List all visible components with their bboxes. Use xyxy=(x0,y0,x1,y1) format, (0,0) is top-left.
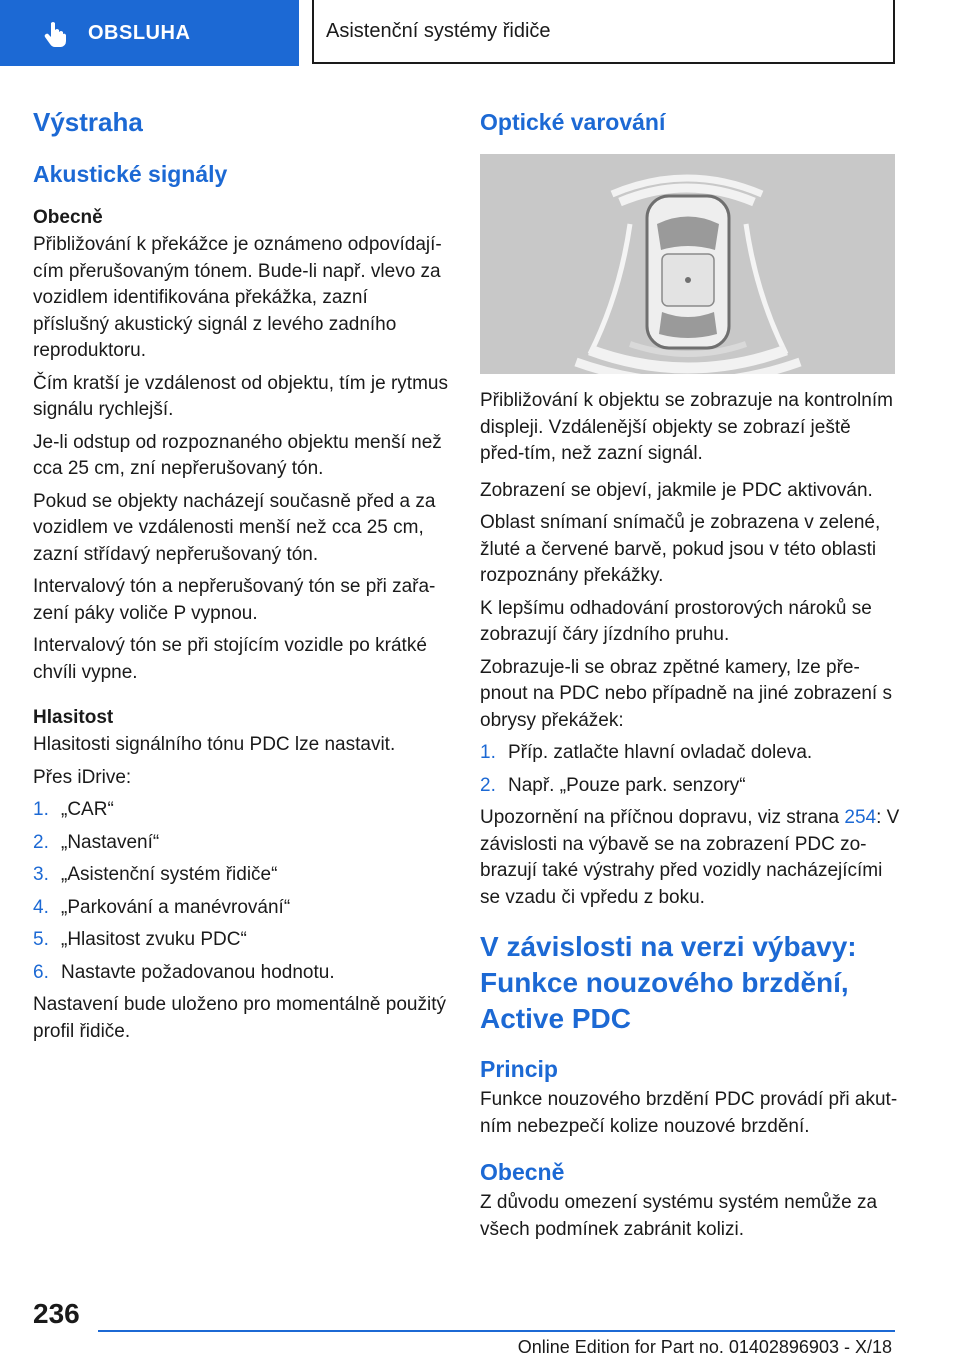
right-column xyxy=(480,98,900,1243)
left-column xyxy=(33,98,449,1045)
heading-general: Obecně xyxy=(480,1159,565,1185)
heading-general: Obecně xyxy=(33,207,103,228)
paragraph: Zobrazení se objeví, jakmile je PDC aktivován. xyxy=(480,479,873,501)
step-text: „Asistenční systém řidiče“ xyxy=(61,864,278,885)
step-text: „Hlasitost zvuku PDC“ xyxy=(61,929,247,950)
list-item xyxy=(480,773,900,800)
list-item xyxy=(33,895,449,922)
heading-principle: Princip xyxy=(480,1056,558,1082)
page-link[interactable]: 254 xyxy=(844,807,877,828)
list-item xyxy=(33,797,449,824)
pdc-display-illustration xyxy=(480,154,895,374)
paragraph: Funkce nouzového brzdění PDC provádí při akut-ním nebezpečí kolize nouzové brzdění. xyxy=(480,1089,898,1137)
step-text: „CAR“ xyxy=(61,799,114,820)
heading-emergency-braking: V závislosti na verzi výbavy: Funkce nouzového brzdění, Active PDC xyxy=(480,931,857,1034)
section-tab-label: OBSLUHA xyxy=(88,21,191,44)
list-item xyxy=(33,927,449,954)
text: : V závislosti na výbavě se na zobrazení PDC zo-brazují také výstrahy před vozidly nacházejícími se vzadu či vpředu z boku. xyxy=(480,807,900,908)
paragraph-cross-traffic xyxy=(480,805,900,911)
paragraph: Hlasitosti signálního tónu PDC lze nastavit. xyxy=(33,734,396,755)
list-item xyxy=(480,740,900,767)
page-number: 236 xyxy=(33,1298,80,1329)
steps-list xyxy=(480,740,900,799)
paragraph: Z důvodu omezení systému systém nemůže za všech podmínek zabránit kolizi. xyxy=(480,1192,878,1240)
heading-acoustic-signals: Akustické signály xyxy=(33,161,228,187)
step-number: 4. xyxy=(33,896,49,918)
paragraph: Přes iDrive: xyxy=(33,766,132,788)
heading-warning: Výstraha xyxy=(33,107,143,137)
step-number: 2. xyxy=(33,831,49,853)
paragraph: Přibližování k objektu se zobrazuje na kontrolním displeji. Vzdálenější objekty se zobrazí ještě před-tím, než zazní signál. xyxy=(480,390,893,464)
step-number: 2. xyxy=(480,774,496,796)
list-item xyxy=(33,960,449,987)
paragraph: Pokud se objekty nacházejí současně před a za vozidlem ve vzdálenosti menší než cca 25 cm, zazní střídavý nepřerušovaný tón. xyxy=(33,490,436,565)
paragraph: Zobrazuje-li se obraz zpětné kamery, lze pře-pnout na PDC nebo případně na jiné zobrazení s obrysy překážek: xyxy=(480,656,892,731)
step-number: 3. xyxy=(33,864,49,885)
paragraph: Přibližování k překážce je oznámeno odpovídají-cím přerušovaným tónem. Bude-li např. vlevo za vozidlem identifikována překážka, zazní příslušný akustický signál z levého zadního reproduktoru. xyxy=(33,234,442,361)
step-text: Např. „Pouze park. senzory“ xyxy=(508,774,746,796)
step-number: 1. xyxy=(33,799,49,820)
paragraph: Oblast snímaní snímačů je zobrazena v zelené, žluté a červené barvě, pokud jsou v této oblasti rozpoznány překážky. xyxy=(480,512,881,586)
heading-optical-warning: Optické varování xyxy=(480,109,666,135)
steps-list xyxy=(33,797,449,986)
step-text: Nastavte požadovanou hodnotu. xyxy=(61,961,335,983)
paragraph: Intervalový tón a nepřerušovaný tón se při zařa-zení páky voliče P vypnou. xyxy=(33,576,436,624)
step-text: „Parkování a manévrování“ xyxy=(61,896,291,918)
step-text: Příp. zatlačte hlavní ovladač doleva. xyxy=(508,742,813,763)
edition-note: Online Edition for Part no. 01402896903 - X/18 xyxy=(517,1337,892,1357)
paragraph: Je-li odstup od rozpoznaného objektu menší než cca 25 cm, zní nepřerušovaný tón. xyxy=(33,431,442,479)
list-item xyxy=(33,862,449,889)
text: Upozornění na příčnou dopravu, viz strana xyxy=(480,807,845,828)
step-number: 1. xyxy=(480,742,496,763)
paragraph: K lepšímu odhadování prostorových nároků se zobrazují čáry jízdního pruhu. xyxy=(480,597,872,645)
step-number: 5. xyxy=(33,929,49,950)
heading-volume: Hlasitost xyxy=(33,707,114,728)
paragraph: Nastavení bude uloženo pro momentálně použitý profil řidiče. xyxy=(33,994,446,1042)
list-item xyxy=(33,830,449,857)
paragraph: Intervalový tón se při stojícím vozidle po krátké chvíli vypne. xyxy=(33,635,427,683)
hand-pointer-icon xyxy=(42,19,70,47)
step-number: 6. xyxy=(33,961,49,983)
footer-divider xyxy=(98,1330,895,1332)
step-text: „Nastavení“ xyxy=(61,831,160,853)
section-tab[interactable] xyxy=(0,0,299,66)
paragraph: Čím kratší je vzdálenost od objektu, tím je rytmus signálu rychlejší. xyxy=(33,372,448,420)
chapter-title: Asistenční systémy řidiče xyxy=(312,0,895,64)
